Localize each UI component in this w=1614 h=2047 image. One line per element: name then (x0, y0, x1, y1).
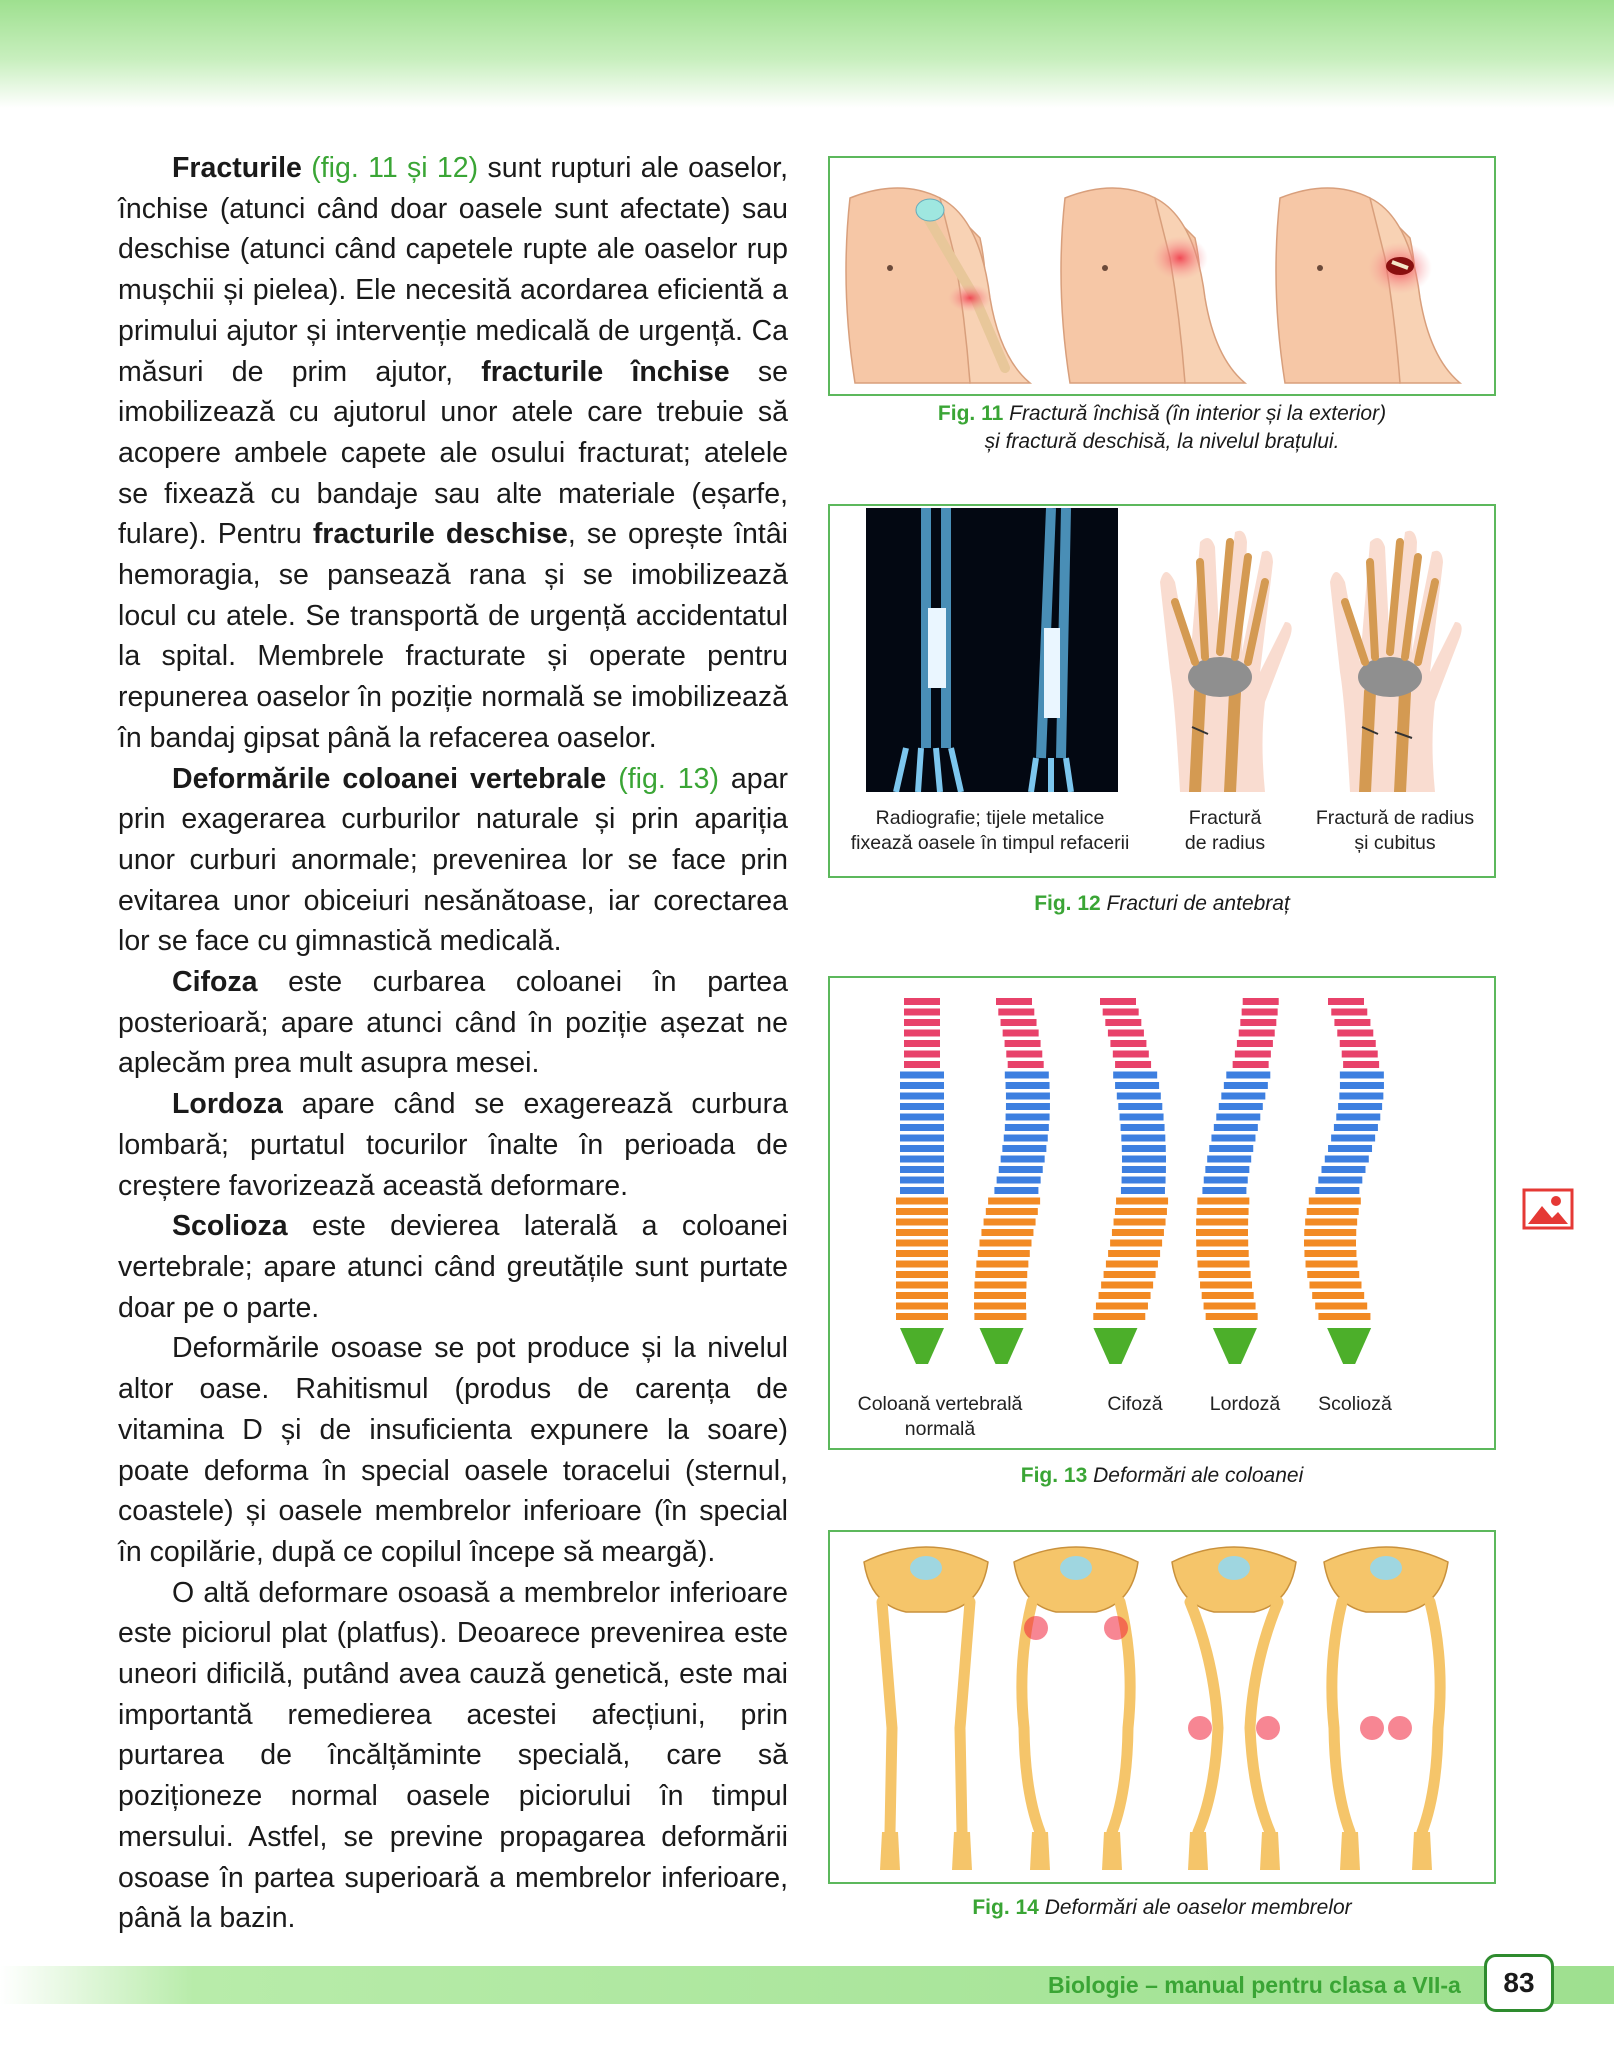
vertebra (1006, 1082, 1050, 1089)
vertebra (1196, 1229, 1248, 1236)
vertebra (1197, 1250, 1249, 1257)
vertebra (900, 1124, 944, 1131)
sacrum (980, 1328, 1024, 1364)
vertebra (1304, 1250, 1356, 1257)
leg-skeleton-1 (864, 1547, 988, 1870)
vertebra (1200, 1282, 1252, 1289)
vertebra (1006, 1051, 1042, 1058)
vertebra (1328, 998, 1364, 1005)
fig13-label-normal: Coloană vertebrală normală (857, 1393, 1023, 1440)
vertebra (1337, 1030, 1373, 1037)
vertebra (1307, 1208, 1359, 1215)
vertebra (1237, 1040, 1273, 1047)
vertebra (904, 1061, 940, 1068)
vertebra (1105, 1019, 1141, 1026)
vertebra (896, 1219, 948, 1226)
vertebra (1226, 1072, 1270, 1079)
page-number: 83 (1484, 1954, 1554, 2012)
vertebra (896, 1282, 948, 1289)
vertebra (1114, 1219, 1166, 1226)
vertebra (980, 1240, 1032, 1247)
vertebra (1340, 1082, 1384, 1089)
vertebra (1197, 1208, 1249, 1215)
paragraph-flat-foot: O altă deformare osoasă a membrelor inferioare este piciorul plat (platfus). Deoarece prevenirea este uneori dificilă, putând avea cauză genetică, este mai importantă remedierea acestei afecțiuni, prin purtarea de încălțăminte specială, care să poziționeze normal oasele piciorului în timpul mersului. Astfel, se previne propagarea deformării osoase în partea superioară a membrelor inferioare, până la bazin. (118, 1576, 788, 1935)
vertebra (1202, 1292, 1254, 1299)
vertebra (974, 1282, 1026, 1289)
vertebra (1243, 998, 1279, 1005)
fig13-label-lordosis: Lordoză (1209, 1393, 1281, 1415)
vertebra (978, 1250, 1030, 1257)
leg-skeleton-4 (1324, 1547, 1448, 1870)
vertebra (1204, 1177, 1248, 1184)
vertebra (1110, 1040, 1146, 1047)
vertebra (1196, 1240, 1248, 1247)
foot (952, 1832, 972, 1870)
vertebra (1122, 1166, 1166, 1173)
foot (1030, 1832, 1050, 1870)
foot (1102, 1832, 1122, 1870)
vertebra (1331, 1009, 1367, 1016)
hand-skeleton-radius-fracture (1150, 522, 1300, 792)
vertebra (1118, 1103, 1162, 1110)
vertebra (1115, 1208, 1167, 1215)
deformity-highlight (1388, 1716, 1412, 1740)
foot (1340, 1832, 1360, 1870)
xray-image (866, 508, 1118, 792)
vertebra (904, 1040, 940, 1047)
vertebra (1121, 1124, 1165, 1131)
vertebra (1309, 1198, 1361, 1205)
vertebra (976, 1261, 1028, 1268)
vertebra (896, 1313, 948, 1320)
footer-book-title: Biologie – manual pentru clasa a VII-a (1048, 1972, 1461, 1998)
sacrum (1327, 1328, 1371, 1364)
leg-bone (1332, 1602, 1350, 1832)
vertebra (1199, 1271, 1251, 1278)
sacrum (1370, 1556, 1402, 1580)
vertebra (996, 998, 1032, 1005)
vertebra (1106, 1261, 1158, 1268)
vertebra (1115, 1082, 1159, 1089)
vertebra (896, 1250, 948, 1257)
vertebra (1338, 1103, 1382, 1110)
vertebra (1002, 1145, 1046, 1152)
spine-1 (896, 998, 948, 1364)
vertebra (896, 1303, 948, 1310)
vertebra (904, 1030, 940, 1037)
vertebra (1001, 1019, 1037, 1026)
vertebra (1121, 1187, 1165, 1194)
deformity-highlight (1256, 1716, 1280, 1740)
arm-fracture-illustration (830, 158, 1494, 394)
vertebra (1233, 1061, 1269, 1068)
foot (880, 1832, 900, 1870)
deformity-highlight (1104, 1616, 1128, 1640)
figure-13-frame (828, 976, 1496, 1450)
vertebra (986, 1208, 1038, 1215)
vertebra (1108, 1250, 1160, 1257)
fig13-label-kyphosis: Cifoză (1107, 1393, 1163, 1415)
fig12-label-xray: Radiografie; tijele metalice fixează oasele în timpul refacerii (850, 807, 1130, 854)
vertebra (904, 1051, 940, 1058)
deformity-highlight (1360, 1716, 1384, 1740)
vertebra (1207, 1156, 1251, 1163)
vertebra (900, 1093, 944, 1100)
figure-14-frame (828, 1530, 1496, 1884)
vertebra (1101, 1282, 1153, 1289)
vertebra (1117, 1093, 1161, 1100)
sacrum (1213, 1328, 1257, 1364)
vertebra (1304, 1240, 1356, 1247)
vertebra (900, 1166, 944, 1173)
vertebra (1312, 1292, 1364, 1299)
vertebra (900, 1145, 944, 1152)
vertebra (1121, 1135, 1165, 1142)
vertebra (1122, 1156, 1166, 1163)
vertebra (1325, 1156, 1369, 1163)
vertebra (1328, 1145, 1372, 1152)
vertebra (1005, 1124, 1049, 1131)
leg-bone-deformities-illustration (830, 1532, 1494, 1882)
hand-skeleton-radius-ulna-fracture (1320, 522, 1470, 792)
vertebra (1307, 1271, 1359, 1278)
vertebra (1006, 1103, 1050, 1110)
fig13-label-scoliosis: Scolioză (1318, 1393, 1392, 1415)
spine-deformities-illustration (830, 978, 1494, 1378)
vertebra (1304, 1229, 1356, 1236)
vertebra (1108, 1030, 1144, 1037)
vertebra (994, 1187, 1038, 1194)
figure-11-frame (828, 156, 1496, 396)
vertebra (1216, 1114, 1260, 1121)
vertebra (900, 1082, 944, 1089)
sacrum (1060, 1556, 1092, 1580)
vertebra (1093, 1313, 1145, 1320)
vertebra (1096, 1303, 1148, 1310)
vertebra (1221, 1093, 1265, 1100)
vertebra (1122, 1145, 1166, 1152)
vertebra (900, 1114, 944, 1121)
vertebra (1103, 1009, 1139, 1016)
vertebra (1318, 1313, 1370, 1320)
torso-arm-3 (1276, 188, 1460, 383)
leg-skeleton-2 (1014, 1547, 1138, 1870)
leg-bone (882, 1602, 892, 1832)
vertebra (974, 1292, 1026, 1299)
vertebra (981, 1229, 1033, 1236)
vertebra (900, 1156, 944, 1163)
leg-bone (960, 1602, 970, 1832)
paragraph-spine-deformities: Deformările coloanei vertebrale (fig. 13) apar prin exagerarea curburilor naturale și prin apariția unor curburi anormale; prevenirea lor se face prin evitarea unor obiceiuri nesănătoase, iar corectarea lor se face cu gimnastică medicală. (118, 762, 788, 958)
vertebra (1340, 1040, 1376, 1047)
vertebra (900, 1187, 944, 1194)
vertebra (904, 998, 940, 1005)
spine-4 (1196, 998, 1279, 1364)
figure-11-caption: Fig. 11 Fractură închisă (în interior și la exterior) și fractură deschisă, la nivelul brațului. (937, 402, 1387, 453)
vertebra (1315, 1187, 1359, 1194)
vertebra (1309, 1282, 1361, 1289)
vertebra (1202, 1187, 1246, 1194)
vertebra (1196, 1219, 1248, 1226)
vertebra (900, 1103, 944, 1110)
vertebra (896, 1292, 948, 1299)
deformity-highlight (1188, 1716, 1212, 1740)
deformity-highlight (1024, 1616, 1048, 1640)
vertebra (1242, 1009, 1278, 1016)
vertebra (1204, 1303, 1256, 1310)
vertebra (900, 1177, 944, 1184)
vertebra (1336, 1114, 1380, 1121)
paragraph-scoliosis: Scolioza este devierea laterală a coloanei vertebrale; apare atunci când greutățile sunt purtate doar pe o parte. (118, 1210, 788, 1324)
paragraph-kyphosis: Cifoza este curbarea coloanei în partea posterioară; apare atunci când în poziție așezat ne aplecăm prea mult asupra mesei. (118, 966, 788, 1080)
vertebra (1001, 1156, 1045, 1163)
vertebra (1006, 1114, 1050, 1121)
foot (1188, 1832, 1208, 1870)
vertebra (1211, 1135, 1255, 1142)
vertebra (1343, 1061, 1379, 1068)
leg-skeleton-3 (1172, 1547, 1296, 1870)
image-gallery-icon[interactable] (1522, 1188, 1574, 1230)
vertebra (988, 1198, 1040, 1205)
vertebra (1214, 1124, 1258, 1131)
vertebra (974, 1313, 1026, 1320)
vertebra (896, 1240, 948, 1247)
vertebra (1224, 1082, 1268, 1089)
vertebra (1331, 1135, 1375, 1142)
vertebra (1112, 1229, 1164, 1236)
vertebra (896, 1271, 948, 1278)
vertebra (1209, 1145, 1253, 1152)
vertebra (1120, 1114, 1164, 1121)
vertebra (1205, 1166, 1249, 1173)
paragraph-rickets: Deformările osoase se pot produce și la nivelul altor oase. Rahitismul (produs de carența de vitamina D și de insuficienta expunere la soare) poate deforma în special oasele toracelui (sternul, coastele) și oasele membrelor inferioare (în special în copilărie, după ce copilul începe să meargă). (118, 1332, 788, 1568)
spine-5 (1304, 998, 1384, 1364)
vertebra (997, 1177, 1041, 1184)
vertebra (1099, 1292, 1151, 1299)
figure-12-caption: Fig. 12 Fracturi de antebraț (1034, 892, 1290, 915)
sacrum (900, 1328, 944, 1364)
vertebra (896, 1261, 948, 1268)
vertebra (1110, 1240, 1162, 1247)
vertebra (896, 1208, 948, 1215)
sacrum (910, 1556, 942, 1580)
vertebra (1318, 1177, 1362, 1184)
vertebra (904, 1009, 940, 1016)
vertebra (974, 1303, 1026, 1310)
spine-2 (974, 998, 1050, 1364)
vertebra (1003, 1030, 1039, 1037)
vertebra (1006, 1093, 1050, 1100)
torso-arm-1 (846, 188, 1030, 383)
foot (1412, 1832, 1432, 1870)
vertebra (1008, 1061, 1044, 1068)
vertebra (1115, 1061, 1151, 1068)
spine-3 (1093, 998, 1168, 1364)
vertebra (1005, 1072, 1049, 1079)
vertebra (1339, 1093, 1383, 1100)
vertebra (900, 1135, 944, 1142)
vertebra (984, 1219, 1036, 1226)
vertebra (896, 1229, 948, 1236)
vertebra (1113, 1072, 1157, 1079)
vertebra (1198, 1261, 1250, 1268)
torso-arm-2 (1061, 188, 1245, 383)
figure-12-frame (828, 504, 1496, 878)
vertebra (1239, 1030, 1275, 1037)
vertebra (1113, 1051, 1149, 1058)
vertebra (1306, 1261, 1358, 1268)
body-text (118, 148, 788, 1939)
vertebra (975, 1271, 1027, 1278)
sacrum (1218, 1556, 1250, 1580)
vertebra (1219, 1103, 1263, 1110)
foot (1260, 1832, 1280, 1870)
top-banner (0, 0, 1614, 108)
paragraph-fractures: Fracturile (fig. 11 și 12) sunt rupturi ale oaselor, închise (atunci când doar oasele sunt afectate) sau deschise (atunci când capetele rupte ale oaselor rup mușchii și pielea). Ele necesită acordarea eficientă a primului ajutor și intervenție medicală de urgență. Ca măsuri de prim ajutor, fracturile închise se imobilizează cu ajutorul unor atele care trebuie să acopere ambele capete ale osului fracturat; atelele se fixează cu bandaje sau alte materiale (eșarfe, fulare). Pentru fracturile deschise, se oprește întâi hemoragia, se pansează rana și se imobilizează locul cu atele. Se transportă de urgență accidentatul la spital. Membrele fracturate și operate pentru repunerea oaselor în poziție normală se imobilizează în bandaj gipsat până la refacerea oaselor. (118, 152, 788, 754)
vertebra (1305, 1219, 1357, 1226)
figure-13-caption: Fig. 13 Deformări ale coloanei (1020, 1464, 1304, 1487)
vertebra (1005, 1040, 1041, 1047)
vertebra (998, 1009, 1034, 1016)
paragraph-lordosis: Lordoza apare când se exagerează curbura lombară; purtatul tocurilor înalte în perioada de creștere favorizează această deformare. (118, 1088, 788, 1202)
vertebra (1342, 1051, 1378, 1058)
vertebra (1004, 1135, 1048, 1142)
vertebra (1321, 1166, 1365, 1173)
fig12-label-radius: Fractură de radius (1184, 807, 1266, 854)
figure-14-caption: Fig. 14 Deformări ale oaselor membrelor (972, 1896, 1352, 1919)
vertebra (1197, 1198, 1249, 1205)
vertebra (999, 1166, 1043, 1173)
leg-bone (1422, 1602, 1440, 1832)
fig12-label-radius-ulna: Fractură de radius și cubitus (1315, 807, 1475, 854)
vertebra (1240, 1019, 1276, 1026)
vertebra (1334, 1124, 1378, 1131)
vertebra (904, 1019, 940, 1026)
vertebra (1334, 1019, 1370, 1026)
sacrum (1093, 1328, 1137, 1364)
vertebra (900, 1072, 944, 1079)
vertebra (1235, 1051, 1271, 1058)
vertebra (1206, 1313, 1258, 1320)
vertebra (1104, 1271, 1156, 1278)
vertebra (1122, 1177, 1166, 1184)
vertebra (896, 1198, 948, 1205)
vertebra (1100, 998, 1136, 1005)
vertebra (1315, 1303, 1367, 1310)
vertebra (1340, 1072, 1384, 1079)
vertebra (1116, 1198, 1168, 1205)
